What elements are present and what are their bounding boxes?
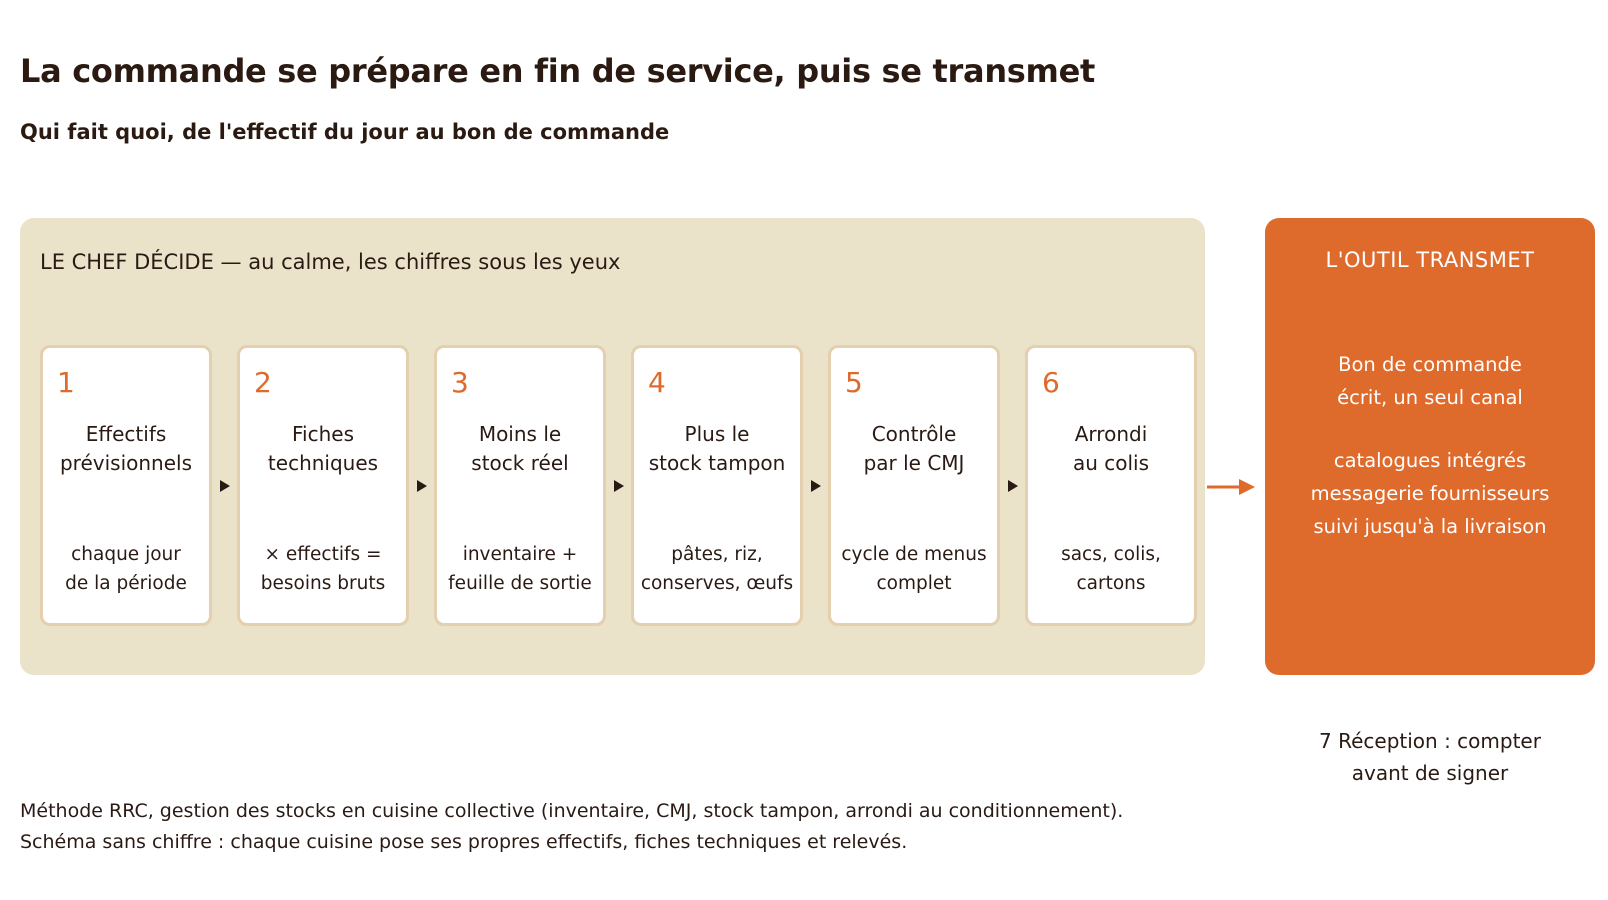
chef-heading-strong: LE CHEF DÉCIDE <box>40 250 214 274</box>
step-arrow-icon <box>417 480 427 492</box>
step-description: × effectifs = besoins bruts <box>260 544 386 594</box>
step-title: Contrôle par le CMJ <box>863 422 965 475</box>
page-subtitle: Qui fait quoi, de l'effectif du jour au bon de commande <box>20 120 670 144</box>
page-title: La commande se prépare en fin de service, puis se transmet <box>20 52 1095 90</box>
chef-heading-rest: — au calme, les chiffres sous les yeux <box>213 250 621 274</box>
step-card-1 <box>40 345 212 626</box>
tool-panel-order-text: Bon de commande écrit, un seul canal <box>1337 353 1523 409</box>
step-card-5 <box>828 345 1000 626</box>
step-number: 2 <box>254 366 272 399</box>
step-description: chaque jour de la période <box>65 544 187 594</box>
step-title: Fiches techniques <box>267 422 379 475</box>
step-number: 4 <box>648 366 666 399</box>
step-number: 3 <box>451 366 469 399</box>
step-arrow-icon <box>220 480 230 492</box>
step-description: cycle de menus complet <box>841 544 987 594</box>
transmit-arrow-icon <box>1205 475 1259 499</box>
step-title: Plus le stock tampon <box>648 422 786 475</box>
step-number: 6 <box>1042 366 1060 399</box>
tool-transmits-panel <box>1265 218 1595 675</box>
step-card-2 <box>237 345 409 626</box>
step-card-6 <box>1025 345 1197 626</box>
step-number: 5 <box>845 366 863 399</box>
step-description: pâtes, riz, conserves, œufs <box>640 544 794 594</box>
step-arrow-icon <box>811 480 821 492</box>
step-number: 1 <box>57 366 75 399</box>
step-card-3 <box>434 345 606 626</box>
step-card-4 <box>631 345 803 626</box>
footnote-schema: Schéma sans chiffre : chaque cuisine pose ses propres effectifs, fiches techniques et relevés. <box>20 831 908 853</box>
chef-decides-panel <box>20 218 1205 675</box>
chef-panel-heading <box>40 250 620 274</box>
step-title: Arrondi au colis <box>1072 422 1150 475</box>
tool-panel-heading: L'OUTIL TRANSMET <box>1325 248 1535 272</box>
tool-panel-features-text: catalogues intégrés messagerie fournisseurs suivi jusqu'à la livraison <box>1310 449 1550 538</box>
reception-step-note: 7 Réception : compter avant de signer <box>1319 729 1541 785</box>
step-arrow-icon <box>614 480 624 492</box>
step-description: sacs, colis, cartons <box>1061 544 1161 594</box>
step-arrow-icon <box>1008 480 1018 492</box>
step-title: Effectifs prévisionnels <box>59 422 193 475</box>
step-description: inventaire + feuille de sortie <box>448 544 592 594</box>
footnote-method: Méthode RRC, gestion des stocks en cuisine collective (inventaire, CMJ, stock tampon, arrondi au conditionnement). <box>20 800 1124 822</box>
step-title: Moins le stock réel <box>471 422 569 475</box>
